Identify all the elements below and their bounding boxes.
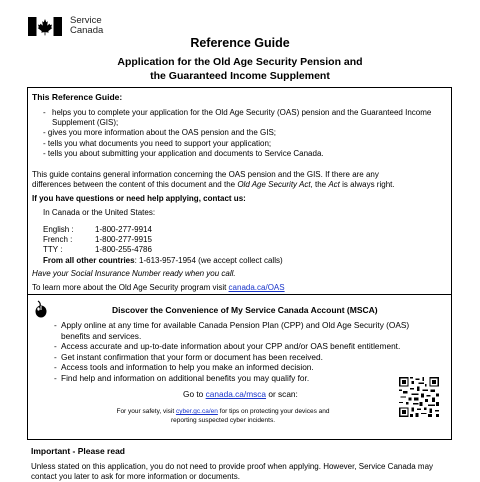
contact-row-english <box>43 225 283 235</box>
oas-link[interactable]: canada.ca/OAS <box>228 283 285 292</box>
guide-bullet-3: tells you what documents you need to support your application; <box>47 138 272 148</box>
header <box>28 14 103 38</box>
guide-bullet-4: tells you about submitting your application and documents to Service Canada. <box>47 148 324 158</box>
contact-region: In Canada or the United States: <box>43 208 156 217</box>
contact-row-international <box>43 256 283 266</box>
contact-number: 1-800-277-9915 <box>95 235 152 245</box>
computer-mouse-icon <box>34 300 48 318</box>
other-countries-value: : 1-613-957-1954 (we accept collect calls) <box>134 255 283 265</box>
guide-bullet-list <box>43 108 438 159</box>
list-item: - Get instant confirmation that your form or document has been received. <box>54 351 323 362</box>
subtitle-line-2: the Guaranteed Income Supplement <box>150 69 330 82</box>
cyber-link[interactable]: cyber.gc.ca/en <box>175 408 218 415</box>
msca-bullet-1: Apply online at any time for available Canada Pension Plan (CPP) and Old Age Security (OAS) benefits and services. <box>61 320 410 341</box>
msca-heading: Discover the Convenience of My Service Canada Account (MSCA) <box>112 305 378 315</box>
contact-number: 1-800-255-4786 <box>95 245 152 255</box>
contact-row-tty <box>43 245 283 255</box>
sin-note: Have your Social Insurance Number ready when you call. <box>32 269 236 278</box>
guide-bullet-1: helps you to complete your application for the Old Age Security (OAS) pension and the Guaranteed Income Supplement (GIS); <box>52 108 432 128</box>
msca-bullet-3: Get instant confirmation that your form or document has been received. <box>61 351 323 362</box>
list-item: - Access accurate and up-to-date information about your CPP and/or OAS benefit entitlement. <box>54 341 401 352</box>
msca-bullet-4: Access tools and information to help you make an informed decision. <box>61 362 314 373</box>
guide-heading: This Reference Guide: <box>32 92 123 102</box>
act-name: Old Age Security Act <box>237 180 311 189</box>
other-countries-label: From all other countries <box>43 255 135 265</box>
msca-box <box>27 294 452 440</box>
canada-flag-icon <box>28 17 62 36</box>
agency-wordmark <box>70 16 103 36</box>
important-text-line-1: Unless stated on this application, you do not need to provide proof when applying. However, Service Canada may <box>31 462 434 471</box>
contact-number: 1-800-277-9914 <box>95 225 152 234</box>
list-item: - tells you what documents you need to support your application; <box>43 138 272 148</box>
important-heading: Important - Please read <box>31 446 126 456</box>
reference-guide-box <box>27 87 452 295</box>
contact-heading: If you have questions or need help applying, contact us: <box>32 194 246 203</box>
msca-bullet-list <box>54 320 436 384</box>
important-text-line-2: contact you later to ask for more information or documents. <box>31 472 240 481</box>
contact-label: TTY : <box>43 245 63 255</box>
general-info-line-1: This guide contains general information concerning the OAS pension and the GIS. If there are any <box>32 170 379 179</box>
general-info-line-2: differences between the content of this document and the Old Age Security Act, the Act is always right. <box>32 180 395 189</box>
qr-code-icon[interactable] <box>399 377 439 417</box>
subtitle-line-1: Application for the Old Age Security Pension and <box>117 56 363 68</box>
contact-label: French : <box>43 235 73 245</box>
list-item: - gives you more information about the OAS pension and the GIS; <box>43 128 277 138</box>
msca-goto: Go to canada.ca/msca or scan: <box>183 389 298 399</box>
agency-line-1: Service <box>70 15 102 26</box>
list-item: - helps you to complete your application for the Old Age Security (OAS) pension and the Guaranteed Income Supplement (GIS); <box>43 108 438 128</box>
list-item: - Access tools and information to help you make an informed decision. <box>54 362 314 373</box>
agency-line-2: Canada <box>70 25 104 36</box>
safety-note: For your safety, visit cyber.gc.ca/en for tips on protecting your devices and reporting suspected cyber incidents. <box>116 408 330 424</box>
contact-table <box>43 225 283 266</box>
contact-label: English : <box>43 225 74 234</box>
msca-link[interactable]: canada.ca/msca <box>205 389 267 399</box>
msca-bullet-5: Find help and information on additional benefits you may qualify for. <box>61 372 310 383</box>
list-item: - Find help and information on additional benefits you may qualify for. <box>54 372 310 383</box>
learn-more: To learn more about the Old Age Security program visit canada.ca/OAS <box>32 283 285 292</box>
msca-bullet-2: Access accurate and up-to-date information about your CPP and/or OAS benefit entitlement. <box>61 341 401 352</box>
contact-row-french <box>43 235 283 245</box>
list-item: - tells you about submitting your application and documents to Service Canada. <box>43 148 324 158</box>
page-title: Reference Guide <box>190 36 290 50</box>
guide-bullet-2: gives you more information about the OAS pension and the GIS; <box>47 128 277 138</box>
list-item: - Apply online at any time for available Canada Pension Plan (CPP) and Old Age Security (OAS) benefits and services. <box>54 320 436 341</box>
page-subtitle <box>0 56 480 83</box>
